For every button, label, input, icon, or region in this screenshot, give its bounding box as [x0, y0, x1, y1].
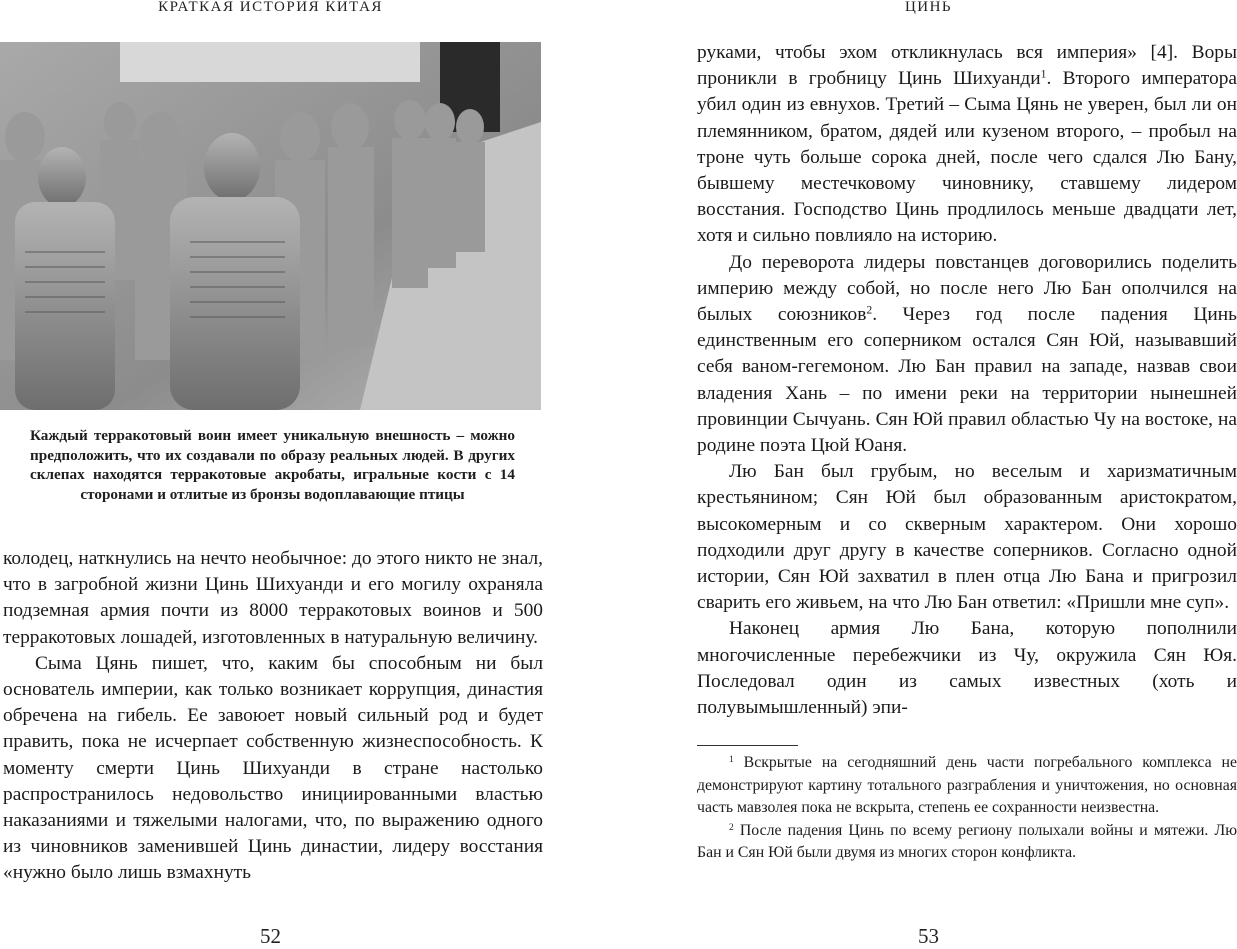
- footnote-ref-1[interactable]: 1: [1040, 67, 1047, 81]
- footnote-text: После падения Цинь по всему региону полыхали войны и мятежи. Лю Бан и Сян Юй были двумя из многих сторон конфликта.: [697, 821, 1237, 861]
- paragraph: [697, 40, 1237, 250]
- running-head-right: ЦИНЬ: [904, 0, 953, 15]
- text-run: Лю Бан был грубым, но веселым и харизматичным крестьянином; Сян Юй был образованным аристократом, высокомерным и со скверным характером. Они хорошо подходили друг другу в качестве соперников. Согласно одной истории, Сян Юй захватил в плен отца Лю Бана и пригрозил сварить его живьем, на что Лю Бан ответил: «Пришли мне суп».: [697, 461, 1237, 614]
- footnote-marker: 2: [729, 822, 734, 833]
- page-number-left: 52: [260, 924, 281, 948]
- terracotta-army-photo: [0, 42, 541, 410]
- body-text-right: [697, 40, 1237, 721]
- text-run: . Второго императора убил один из евнухов. Третий – Сыма Цянь не уверен, был ли он племянником, братом, дядей или кузеном второго, – пробыл на троне чуть больше сорока дней, после чего сдался Лю Бану, бывшему местечковому чиновнику, ставшему лидером восстания. Господство Цинь продлилось меньше двадцати лет, хотя и сильно повлияло на историю.: [697, 68, 1237, 247]
- page-number-right: 53: [918, 924, 939, 948]
- paragraph: [697, 459, 1237, 616]
- footnote-marker: 1: [729, 754, 734, 765]
- text-run: До переворота лидеры повстанцев договорились поделить империю между собой, но после него Лю Бан ополчился на былых союзников: [697, 251, 1237, 326]
- photo-illustration: [0, 42, 541, 410]
- footnotes: [697, 752, 1237, 865]
- right-page: [680, 0, 1237, 946]
- footnote-1: [697, 752, 1237, 820]
- paragraph: [697, 616, 1237, 721]
- paragraph: Сыма Цянь пишет, что, каким бы способным ни был основатель империи, как только возникает коррупция, династия обречена на гибель. Ее завоюет новый сильный род и будет править, пока не исчерпает собственную жизнеспособность. К моменту смерти Цинь Шихуанди в стране настолько распространилось недовольство инициированными властью наказаниями и тяжелыми налогами, что, по выражению одного из чиновников заменившей Цинь династии, лидеру восстания «нужно было лишь взмахнуть: [3, 652, 543, 884]
- footnote-text: Вскрытые на сегодняшний день части погребального комплекса не демонстрируют картину тотального разграбления и уничтожения, но основная часть мавзолея пока не вскрыта, степень ее сохранности неизвестна.: [697, 754, 1237, 816]
- footnote-divider: [697, 745, 798, 746]
- text-run: Наконец армия Лю Бана, которую пополнили многочисленные перебежчики из Чу, окружила Сян Юя. Последовал один из самых известных (хоть и полувымышленный) эпи-: [697, 618, 1237, 719]
- photo-caption: Каждый терракотовый воин имеет уникальную внешность – можно предположить, что их создавали по образу реальных людей. В других склепах находятся терракотовые акробаты, игральные кости с 14 сторонами и отлитые из бронзы водоплавающие птицы: [30, 427, 515, 503]
- running-head-left: КРАТКАЯ ИСТОРИЯ КИТАЯ: [158, 0, 383, 15]
- paragraph: колодец, наткнулись на нечто необычное: до этого никто не знал, что в загробной жизни Цинь Шихуанди и его могилу охраняла подземная армия почти из 8000 терракотовых воинов и 500 терракотовых лошадей, изготовленных в натуральную величину.: [3, 548, 543, 648]
- left-page: [0, 0, 560, 946]
- paragraph: [697, 250, 1237, 460]
- body-text-left: [3, 546, 543, 887]
- footnote-2: [697, 820, 1237, 865]
- text-run: руками, чтобы эхом откликнулась вся империя» [4]. Воры проникли в гробницу Цинь Шихуанди: [697, 42, 1237, 90]
- text-run: . Через год после падения Цинь единственным его соперником остался Сян Юй, называвший себя ваном-гегемоном. Лю Бан правил на западе, назвав свои владения Хань – по имени реки на территории нынешней провинции Сычуань. Сян Юй правил областью Чу на востоке, на родине поэта Цюй Юаня.: [697, 304, 1237, 457]
- footnote-ref-2[interactable]: 2: [866, 303, 873, 317]
